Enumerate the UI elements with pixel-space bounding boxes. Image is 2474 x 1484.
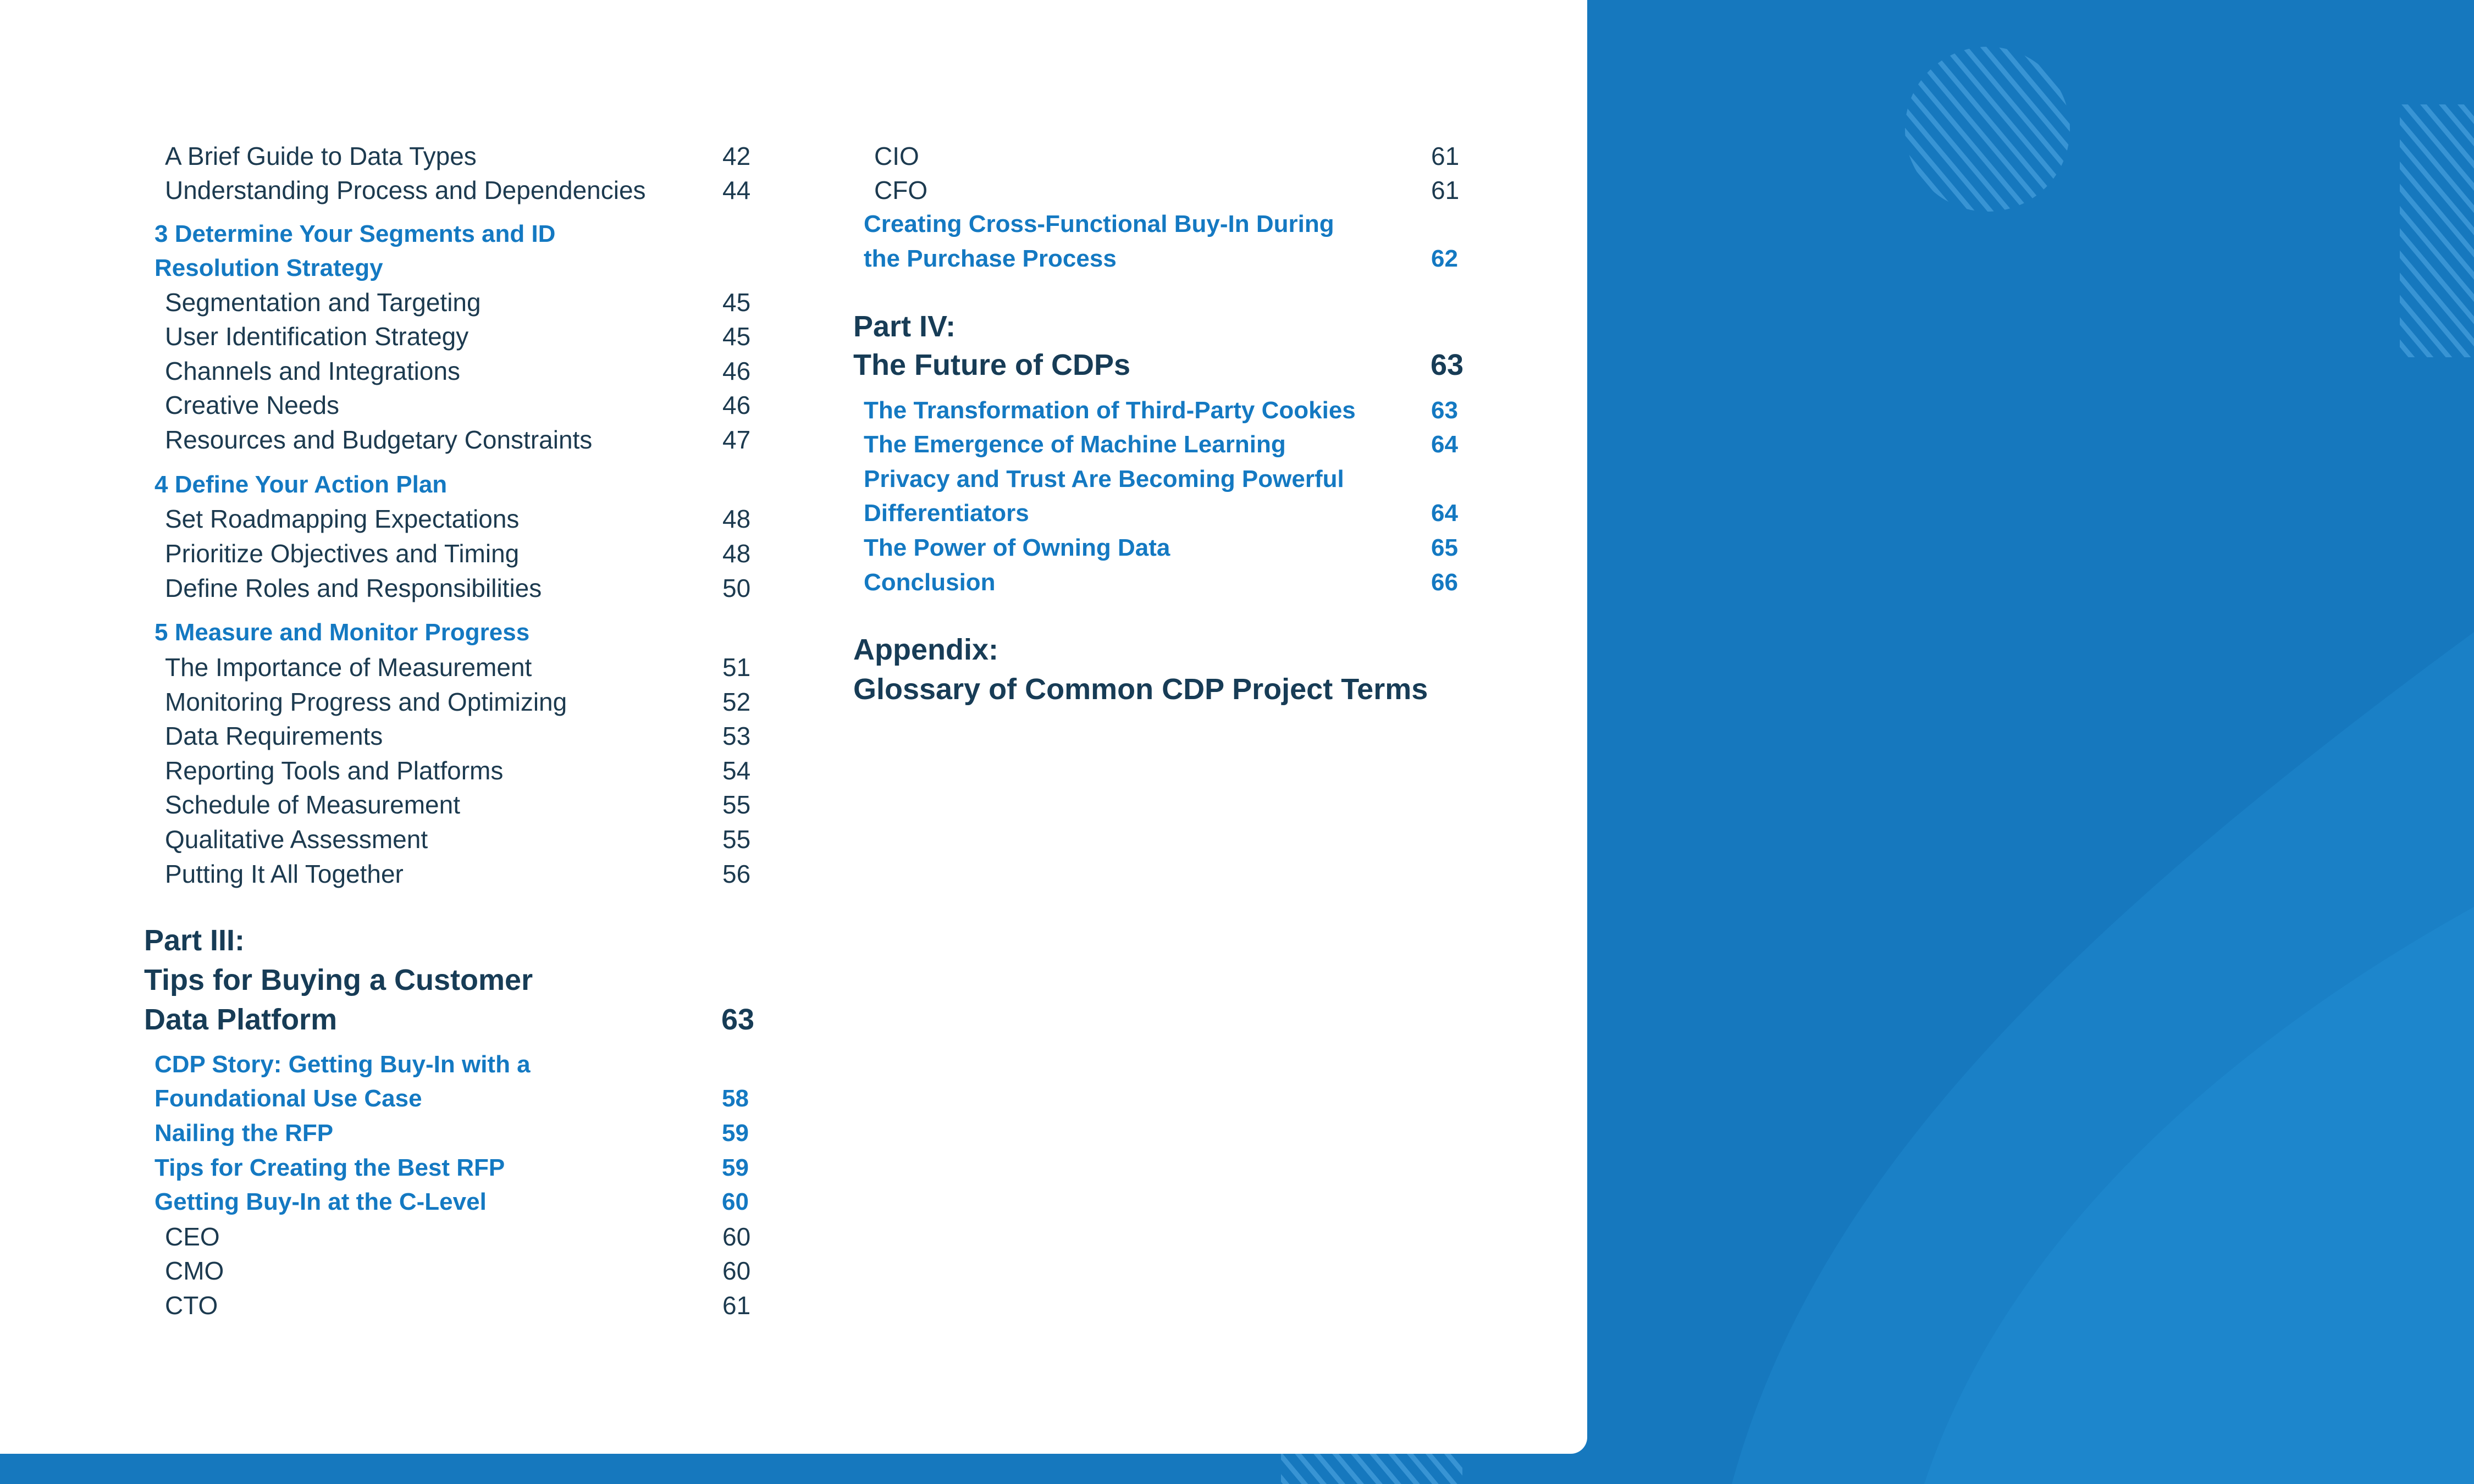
toc-entry[interactable]	[165, 1220, 759, 1254]
toc-link-label: Nailing the RFP	[154, 1120, 334, 1147]
toc-entry[interactable]	[165, 1254, 759, 1288]
toc-link-label: The Transformation of Third-Party Cookies	[864, 397, 1356, 424]
toc-entry[interactable]	[165, 719, 759, 753]
toc-entry-page: 61	[1431, 176, 1460, 204]
toc-entry[interactable]	[165, 650, 759, 684]
toc-link[interactable]	[864, 394, 1468, 428]
toc-entry[interactable]	[165, 502, 759, 536]
toc-link[interactable]	[154, 1082, 759, 1116]
toc-entry-label: CFO	[874, 176, 928, 204]
toc-link-label: the Purchase Process	[864, 245, 1117, 272]
toc-link[interactable]	[864, 496, 1468, 530]
toc-link[interactable]	[864, 566, 1468, 600]
toc-link[interactable]: Creating Cross-Functional Buy-In During	[864, 211, 1334, 237]
toc-entry[interactable]	[165, 319, 759, 353]
toc-entry-page: 53	[722, 722, 751, 750]
toc-link[interactable]: Privacy and Trust Are Becoming Powerful	[864, 466, 1344, 492]
toc-entry-label: Segmentation and Targeting	[165, 288, 481, 317]
toc-entry[interactable]	[165, 173, 759, 207]
toc-entry-page: 61	[1431, 142, 1460, 170]
toc-link-page: 59	[722, 1120, 749, 1147]
toc-entry[interactable]	[165, 857, 759, 891]
toc-entry[interactable]	[165, 788, 759, 822]
toc-entry-label: Set Roadmapping Expectations	[165, 505, 520, 533]
toc-entry[interactable]	[874, 173, 1468, 207]
toc-entry-label: Reporting Tools and Platforms	[165, 756, 504, 785]
toc-entry[interactable]	[165, 571, 759, 605]
toc-entry-label: Creative Needs	[165, 391, 340, 419]
toc-entry-page: 51	[722, 653, 751, 682]
toc-link[interactable]: CDP Story: Getting Buy-In with a	[154, 1051, 531, 1078]
toc-entry[interactable]	[165, 354, 759, 388]
toc-link[interactable]	[864, 242, 1468, 276]
part-heading-cont[interactable]	[853, 345, 1475, 385]
toc-entry-page: 47	[722, 425, 751, 454]
toc-link-label: Differentiators	[864, 500, 1029, 527]
toc-entry-label: Channels and Integrations	[165, 357, 461, 385]
toc-link[interactable]	[154, 1116, 759, 1150]
toc-entry-page: 60	[722, 1256, 751, 1285]
toc-entry-label: CEO	[165, 1222, 220, 1251]
toc-entry-label: The Importance of Measurement	[165, 653, 532, 682]
toc-entry-label: Prioritize Objectives and Timing	[165, 539, 520, 568]
toc-entry-page: 45	[722, 288, 751, 317]
toc-entry-label: Understanding Process and Dependencies	[165, 176, 646, 204]
toc-entry-page: 52	[722, 688, 751, 716]
toc-entry-label: Data Requirements	[165, 722, 383, 750]
toc-entry-page: 48	[722, 505, 751, 533]
toc-entry-page: 61	[722, 1291, 751, 1320]
toc-link-page: 58	[722, 1085, 749, 1112]
toc-entry-label: A Brief Guide to Data Types	[165, 142, 477, 170]
toc-entry-label: Resources and Budgetary Constraints	[165, 425, 593, 454]
section-heading[interactable]: 5 Measure and Monitor Progress	[154, 619, 530, 646]
toc-link[interactable]	[154, 1151, 759, 1185]
toc-link-label: The Emergence of Machine Learning	[864, 431, 1286, 458]
toc-link-label: The Power of Owning Data	[864, 534, 1170, 561]
section-heading[interactable]: 3 Determine Your Segments and ID	[154, 220, 556, 247]
part-heading-label: Data Platform	[144, 1003, 338, 1036]
part-heading[interactable]: Part III:	[144, 924, 245, 957]
toc-entry-label: CTO	[165, 1291, 218, 1320]
toc-entry[interactable]	[165, 822, 759, 856]
toc-entry-page: 55	[722, 825, 751, 854]
toc-entry[interactable]	[874, 139, 1468, 173]
toc-link-page: 64	[1431, 500, 1458, 527]
part-heading-label: The Future of CDPs	[853, 348, 1131, 381]
part-heading-cont[interactable]	[144, 1000, 765, 1039]
toc-entry[interactable]	[165, 754, 759, 788]
toc-entry-page: 48	[722, 539, 751, 568]
toc-entry-label: CIO	[874, 142, 919, 170]
toc-entry-label: Monitoring Progress and Optimizing	[165, 688, 567, 716]
toc-link-page: 64	[1431, 431, 1458, 458]
toc-entry-page: 55	[722, 790, 751, 819]
toc-link-page: 60	[722, 1188, 749, 1215]
toc-entry-page: 60	[722, 1222, 751, 1251]
toc-entry-page: 56	[722, 860, 751, 888]
toc-entry[interactable]	[165, 285, 759, 319]
part-heading-page: 63	[1431, 348, 1464, 381]
part-heading-cont[interactable]: Tips for Buying a Customer	[144, 964, 533, 996]
toc-entry[interactable]	[165, 423, 759, 457]
section-heading-cont[interactable]: Resolution Strategy	[154, 254, 383, 281]
toc-entry-label: Define Roles and Responsibilities	[165, 574, 542, 602]
toc-link-page: 63	[1431, 397, 1458, 424]
toc-entry-label: User Identification Strategy	[165, 322, 469, 351]
toc-entry-label: Schedule of Measurement	[165, 790, 460, 819]
toc-link[interactable]	[154, 1185, 759, 1219]
toc-entry-page: 54	[722, 756, 751, 785]
toc-entry-page: 46	[722, 391, 751, 419]
toc-entry-label: CMO	[165, 1256, 224, 1285]
toc-link-page: 59	[722, 1154, 749, 1181]
toc-entry-label: Qualitative Assessment	[165, 825, 428, 854]
toc-link-label: Conclusion	[864, 569, 996, 596]
toc-link-label: Tips for Creating the Best RFP	[154, 1154, 505, 1181]
toc-entry-label: Putting It All Together	[165, 860, 404, 888]
toc-link[interactable]	[864, 531, 1468, 565]
section-heading[interactable]: 4 Define Your Action Plan	[154, 471, 448, 498]
toc-entry[interactable]	[165, 536, 759, 571]
toc-entry-page: 46	[722, 357, 751, 385]
toc-entry-page: 50	[722, 574, 751, 602]
toc-link-label: Foundational Use Case	[154, 1085, 422, 1112]
toc-entry[interactable]	[165, 388, 759, 422]
part-heading-cont[interactable]: Glossary of Common CDP Project Terms	[853, 673, 1428, 706]
part-heading-page: 63	[721, 1003, 755, 1036]
toc-link[interactable]	[864, 428, 1468, 462]
part-heading[interactable]: Appendix:	[853, 633, 998, 666]
toc-link-page: 62	[1431, 245, 1458, 272]
toc-link-page: 65	[1431, 534, 1458, 561]
toc-entry[interactable]	[165, 139, 759, 173]
toc-link-page: 66	[1431, 569, 1458, 596]
toc-entry-page: 45	[722, 322, 751, 351]
part-heading[interactable]: Part IV:	[853, 310, 956, 343]
toc-entry-page: 44	[722, 176, 751, 204]
toc-entry[interactable]	[165, 1288, 759, 1322]
toc-entry-page: 42	[722, 142, 751, 170]
toc-entry[interactable]	[165, 685, 759, 719]
toc-link-label: Getting Buy-In at the C-Level	[154, 1188, 487, 1215]
